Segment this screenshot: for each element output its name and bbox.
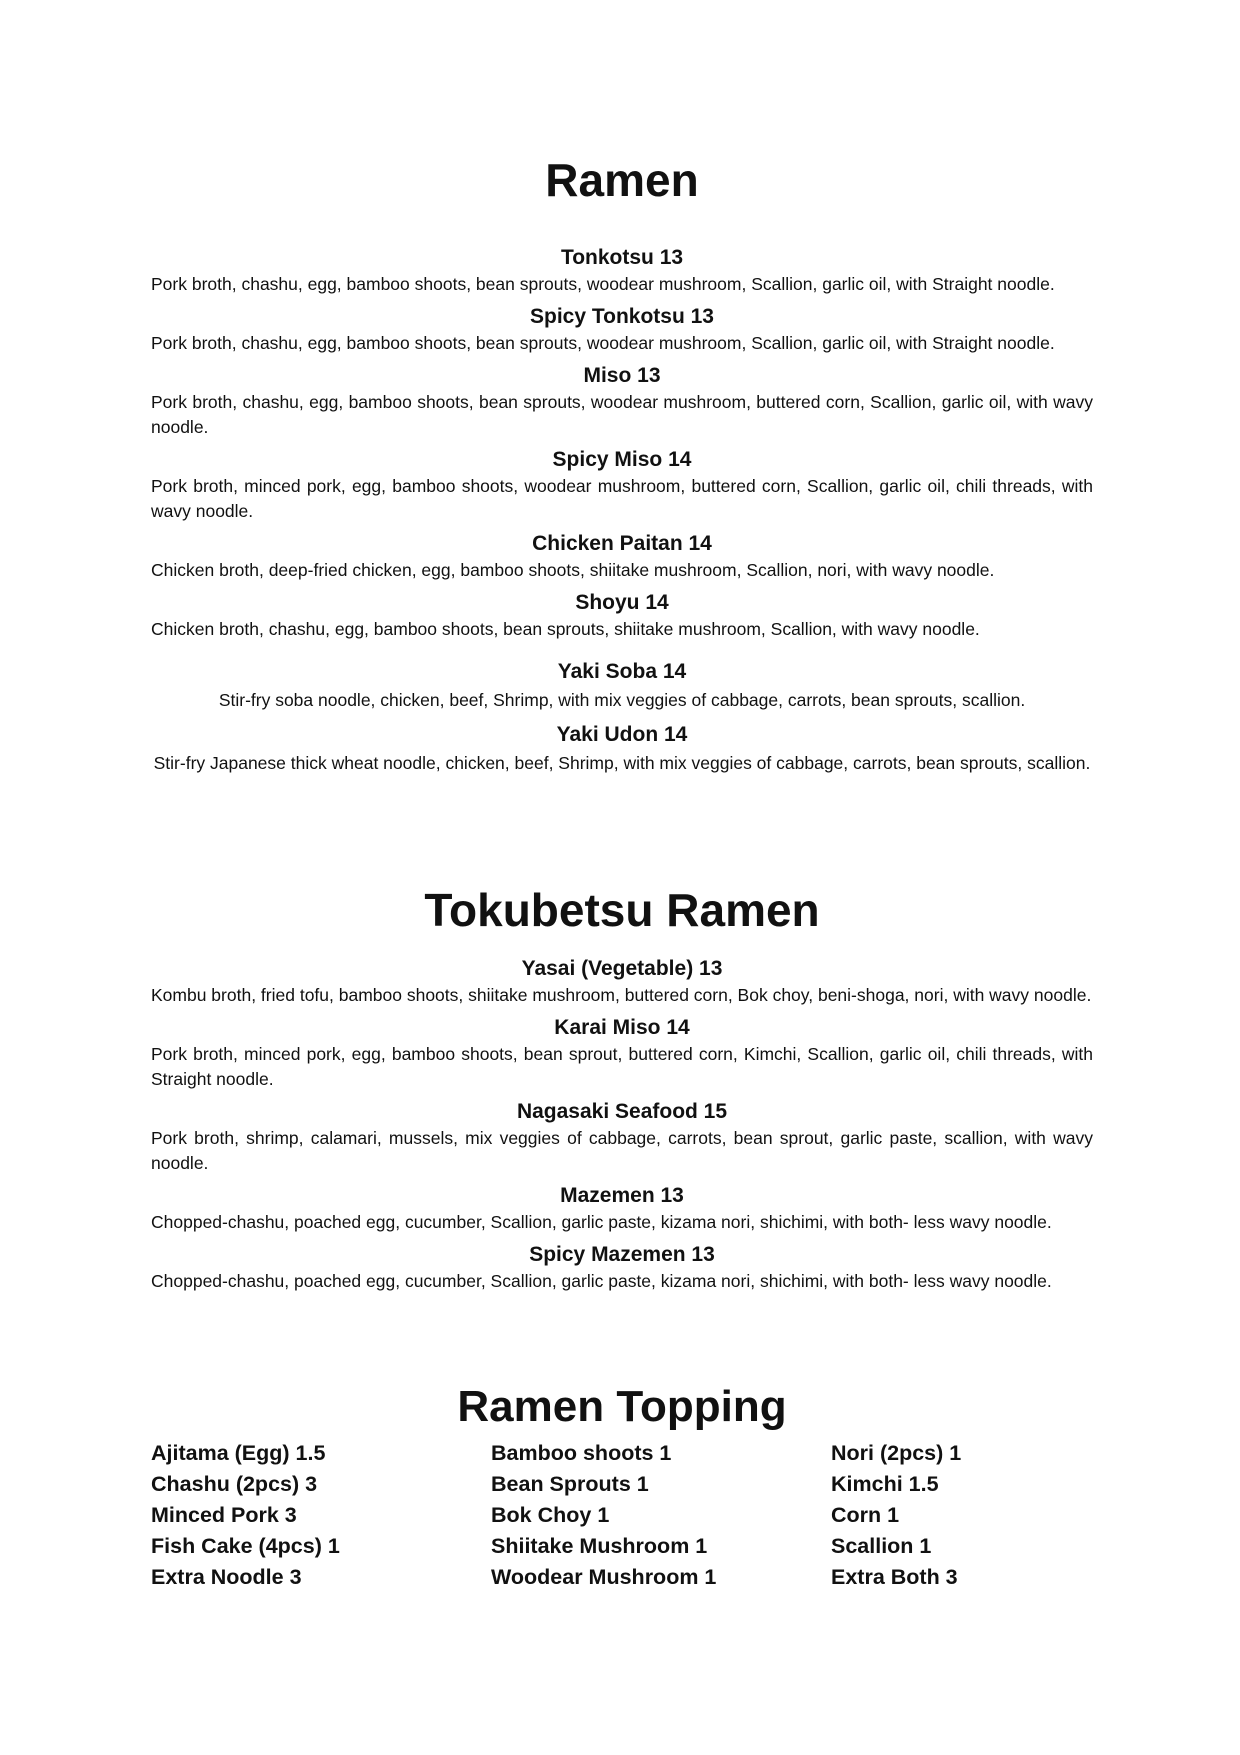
topping-item: Extra Noodle 3	[151, 1565, 302, 1589]
item-name: Karai Miso 14	[554, 1016, 690, 1039]
topping-item: Ajitama (Egg) 1.5	[151, 1441, 326, 1465]
menu-item-nagasaki-seafood	[151, 1098, 1093, 1176]
item-name: Miso 13	[583, 364, 661, 387]
menu-item-yasai	[151, 955, 1093, 1008]
item-name: Tonkotsu 13	[560, 246, 684, 269]
item-name: Spicy Tonkotsu 13	[530, 305, 714, 328]
menu-item-spicy-mazemen	[151, 1241, 1093, 1294]
topping-column-3	[831, 1438, 1093, 1593]
menu-item-karai-miso	[151, 1014, 1093, 1092]
topping-item: Kimchi 1.5	[831, 1472, 939, 1496]
menu-item-chicken-paitan	[151, 530, 1093, 583]
item-description: Chopped-chashu, poached egg, cucumber, Scallion, garlic paste, kizama nori, shichimi, with both- less wavy noodle.	[151, 1212, 1052, 1232]
menu-item-miso	[151, 362, 1093, 440]
item-name: Shoyu 14	[575, 591, 669, 614]
topping-item: Bok Choy 1	[491, 1503, 610, 1527]
item-description: Chopped-chashu, poached egg, cucumber, Scallion, garlic paste, kizama nori, shichimi, with both- less wavy noodle.	[151, 1271, 1052, 1291]
item-description: Stir-fry soba noodle, chicken, beef, Shrimp, with mix veggies of cabbage, carrots, bean sprouts, scallion.	[218, 690, 1026, 710]
menu-item-shoyu	[151, 589, 1093, 642]
topping-item: Chashu (2pcs) 3	[151, 1472, 318, 1496]
menu-item-spicy-tonkotsu	[151, 303, 1093, 356]
item-description: Pork broth, shrimp, calamari, mussels, mix veggies of cabbage, carrots, bean sprout, garlic paste, scallion, with wavy noodle.	[151, 1128, 1093, 1173]
item-name: Spicy Miso 14	[552, 448, 692, 471]
section-title-topping: Ramen Topping	[457, 1382, 787, 1431]
section-title-tokubetsu: Tokubetsu Ramen	[424, 884, 820, 936]
topping-item: Bean Sprouts 1	[491, 1472, 649, 1496]
section-title-ramen: Ramen	[545, 154, 699, 206]
topping-item: Nori (2pcs) 1	[831, 1441, 962, 1465]
item-description: Pork broth, minced pork, egg, bamboo shoots, bean sprout, buttered corn, Kimchi, Scallion, garlic oil, chili threads, with Straight noodle.	[151, 1044, 1093, 1089]
item-description: Chicken broth, chashu, egg, bamboo shoots, bean sprouts, shiitake mushroom, Scallion, with wavy noodle.	[151, 619, 980, 639]
topping-item: Minced Pork 3	[151, 1503, 297, 1527]
topping-item: Shiitake Mushroom 1	[491, 1534, 708, 1558]
menu-item-tonkotsu	[151, 244, 1093, 297]
topping-item: Scallion 1	[831, 1534, 932, 1558]
topping-item: Fish Cake (4pcs) 1	[151, 1534, 340, 1558]
topping-item: Woodear Mushroom 1	[491, 1565, 717, 1589]
menu-item-yaki-soba	[151, 658, 1093, 715]
ramen-list	[151, 244, 1093, 784]
item-description: Pork broth, chashu, egg, bamboo shoots, bean sprouts, woodear mushroom, buttered corn, Scallion, garlic oil, with wavy noodle.	[151, 392, 1093, 437]
topping-column-2	[491, 1438, 831, 1593]
item-name: Mazemen 13	[560, 1184, 684, 1207]
item-description: Stir-fry Japanese thick wheat noodle, chicken, beef, Shrimp, with mix veggies of cabbage, carrots, bean sprouts, scallion.	[153, 753, 1091, 773]
item-name: Chicken Paitan 14	[532, 532, 712, 555]
item-description: Pork broth, chashu, egg, bamboo shoots, bean sprouts, woodear mushroom, Scallion, garlic oil, with Straight noodle.	[151, 274, 1055, 294]
topping-item: Corn 1	[831, 1503, 900, 1527]
item-description: Kombu broth, fried tofu, bamboo shoots, shiitake mushroom, buttered corn, Bok choy, beni-shoga, nori, with wavy noodle.	[151, 985, 1092, 1005]
menu-item-spicy-miso	[151, 446, 1093, 524]
tokubetsu-list	[151, 955, 1093, 1300]
item-name: Nagasaki Seafood 15	[516, 1100, 728, 1123]
topping-grid	[151, 1438, 1093, 1593]
topping-item: Extra Both 3	[831, 1565, 958, 1589]
menu-item-yaki-udon	[151, 721, 1093, 778]
item-description: Chicken broth, deep-fried chicken, egg, bamboo shoots, shiitake mushroom, Scallion, nori, with wavy noodle.	[151, 560, 995, 580]
item-description: Pork broth, minced pork, egg, bamboo shoots, woodear mushroom, buttered corn, Scallion, garlic oil, chili threads, with wavy noodle.	[151, 476, 1093, 521]
item-name: Yasai (Vegetable) 13	[521, 957, 723, 980]
item-name: Spicy Mazemen 13	[529, 1243, 715, 1266]
spacer	[151, 648, 1093, 658]
item-name: Yaki Soba 14	[557, 660, 687, 683]
topping-item: Bamboo shoots 1	[491, 1441, 672, 1465]
menu-item-mazemen	[151, 1182, 1093, 1235]
topping-column-1	[151, 1438, 491, 1593]
item-name: Yaki Udon 14	[556, 723, 688, 746]
item-description: Pork broth, chashu, egg, bamboo shoots, bean sprouts, woodear mushroom, Scallion, garlic oil, with Straight noodle.	[151, 333, 1055, 353]
